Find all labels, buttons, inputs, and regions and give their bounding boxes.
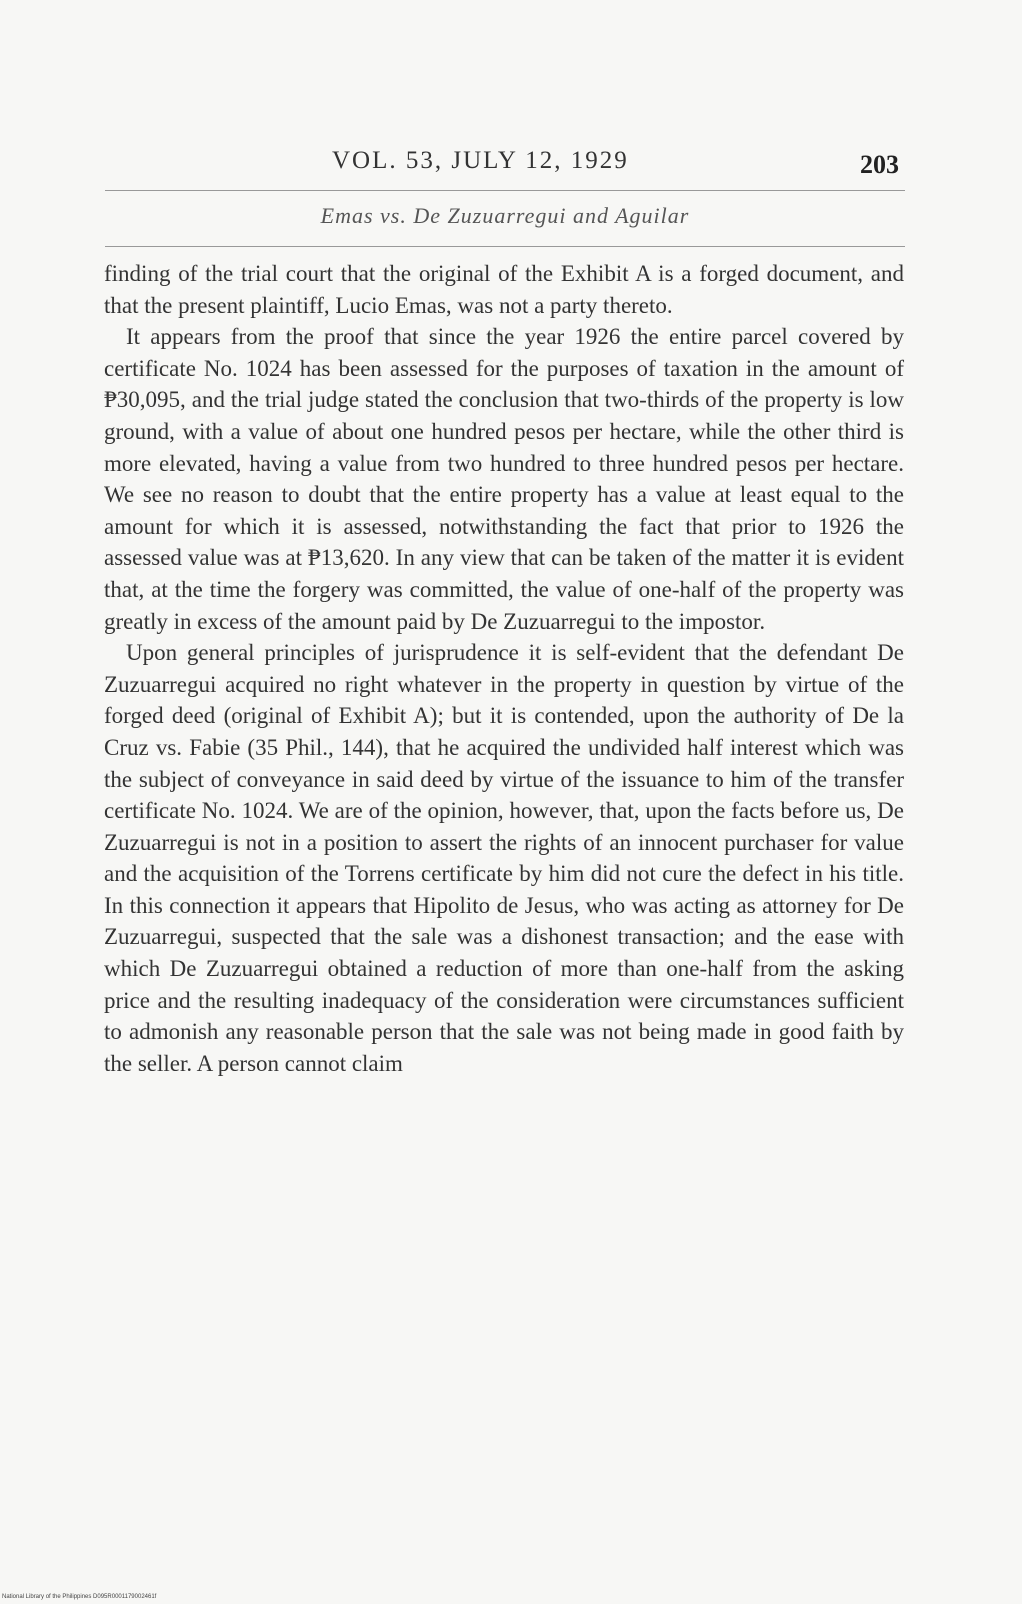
scan-footer: National Library of the Philippines D095R0001179002461f — [2, 1594, 157, 1600]
paragraph-1: finding of the trial court that the original of the Exhibit A is a forged document, and that the present plaintiff, Lucio Emas, was not a party thereto. — [104, 261, 904, 318]
case-title: Emas vs. De Zuzuarregui and Aguilar — [320, 203, 690, 228]
running-head: VOL. 53, JULY 12, 1929 — [332, 147, 629, 174]
page-number: 203 — [860, 150, 899, 179]
paragraph-2: It appears from the proof that since the year 1926 the entire parcel covered by certificate No. 1024 has been assessed for the purposes of taxation in the amount of ₱30,095, and the trial judge stated the conclusion that two-thirds of the property is low ground, with a value of about one hundred pesos per hectare, while the other third is more elevated, having a value from two hundred to three hundred pesos per hectare. We see no reason to doubt that the entire property has a value at least equal to the amount for which it is assessed, notwithstanding the fact that prior to 1926 the assessed value was at ₱13,620. In any view that can be taken of the matter it is evident that, at the time the forgery was committed, the value of one-half of the property was greatly in excess of the amount paid by De Zuzuarregui to the impostor. — [104, 324, 904, 634]
paragraph-3: Upon general principles of jurisprudence it is self-evident that the defendant De Zuzuarregui acquired no right whatever in the property in question by virtue of the forged deed (original of Exhibit A); but it is contended, upon the authority of De la Cruz vs. Fabie (35 Phil., 144), that he acquired the undivided half interest which was the subject of conveyance in said deed by virtue of the issuance to him of the transfer certificate No. 1024. We are of the opinion, however, that, upon the facts before us, De Zuzuarregui is not in a position to assert the rights of an innocent purchaser for value and the acquisition of the Torrens certificate by him did not cure the defect in his title. In this connection it appears that Hipolito de Jesus, who was acting as attorney for De Zuzuarregui, suspected that the sale was a dishonest transaction; and the ease with which De Zuzuarregui obtained a reduction of more than one-half from the asking price and the resulting inadequacy of the consideration were circumstances sufficient to admonish any reasonable person that the sale was not being made in good faith by the seller. A person cannot claim — [104, 640, 904, 1076]
body-text — [104, 258, 904, 1079]
header-rule-bottom — [105, 246, 905, 247]
header-rule-top — [105, 190, 905, 191]
